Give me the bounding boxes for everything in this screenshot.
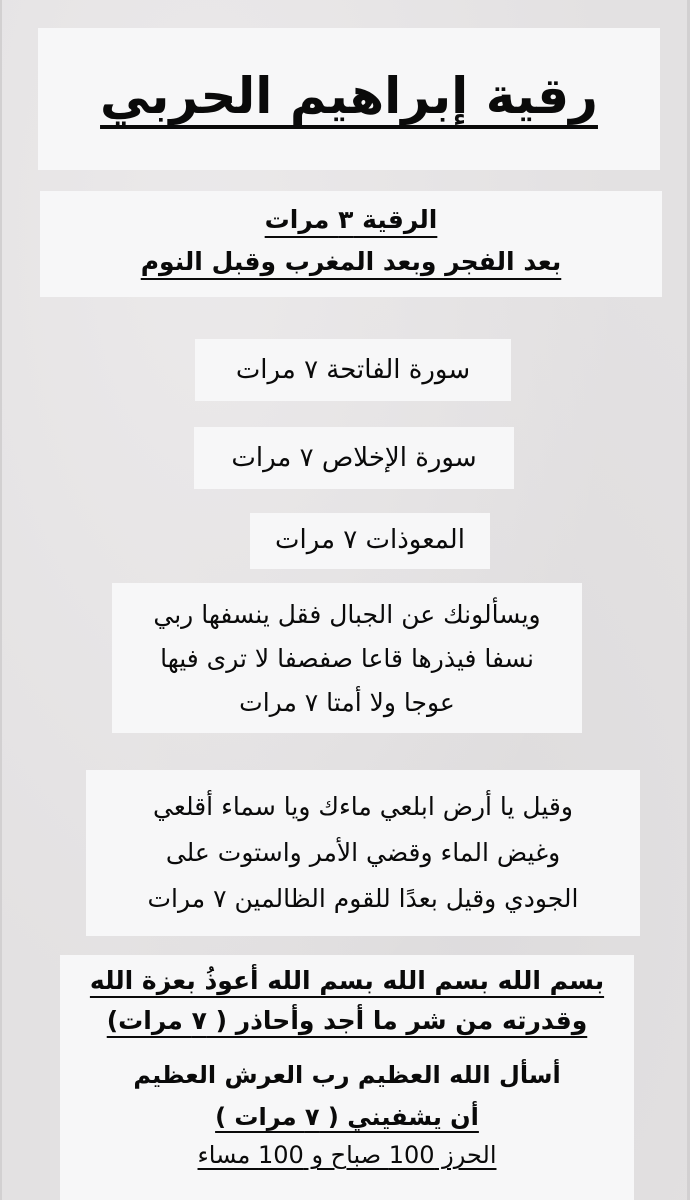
fatiha-card: [195, 339, 511, 401]
muawwidhat-card: [250, 513, 490, 569]
instructions-card: [40, 191, 662, 297]
dua-line: أسأل الله العظيم رب العرش العظيم: [133, 1061, 561, 1089]
fatiha-text: سورة الفاتحة ٧ مرات: [235, 355, 471, 385]
jibal-verse-line-1: ويسألونك عن الجبال فقل ينسفها ربي: [153, 600, 541, 629]
ikhlas-card: [194, 427, 514, 489]
jibal-verse-line-2: نسفا فيذرها قاعا صفصفا لا ترى فيها: [160, 644, 534, 673]
title-card: [38, 28, 660, 170]
muawwidhat-text: المعوذات ٧ مرات: [275, 525, 465, 555]
protection-line: وقدرته من شر ما أجد وأحاذر ( ٧ مرات): [106, 1006, 588, 1035]
timing-text: بعد الفجر وبعد المغرب وقبل النوم: [140, 247, 562, 276]
ard-verse-line-2: وغيض الماء وقضي الأمر واستوت على: [165, 838, 561, 867]
ikhlas-text: سورة الإخلاص ٧ مرات: [231, 443, 477, 473]
supplication-card: [60, 955, 634, 1200]
healing-line: أن يشفيني ( ٧ مرات ): [215, 1103, 479, 1131]
jibal-verse-line-3: عوجا ولا أمتا ٧ مرات: [239, 688, 455, 717]
repeat-count-text: الرقية ٣ مرات: [264, 205, 438, 234]
ard-verse-line-3: الجودي وقيل بعدًا للقوم الظالمين ٧ مرات: [147, 884, 579, 913]
jibal-verse-card: [112, 583, 582, 733]
ard-verse-line-1: وقيل يا أرض ابلعي ماءك ويا سماء أقلعي: [153, 792, 573, 821]
basmala-line: بسم الله بسم الله بسم الله أعوذُ بعزة الله: [89, 966, 605, 995]
hirz-line: الحرز 100 صباح و 100 مساء: [197, 1141, 497, 1169]
ard-verse-card: [86, 770, 640, 936]
page-title: رقية إبراهيم الحربي: [100, 67, 598, 125]
